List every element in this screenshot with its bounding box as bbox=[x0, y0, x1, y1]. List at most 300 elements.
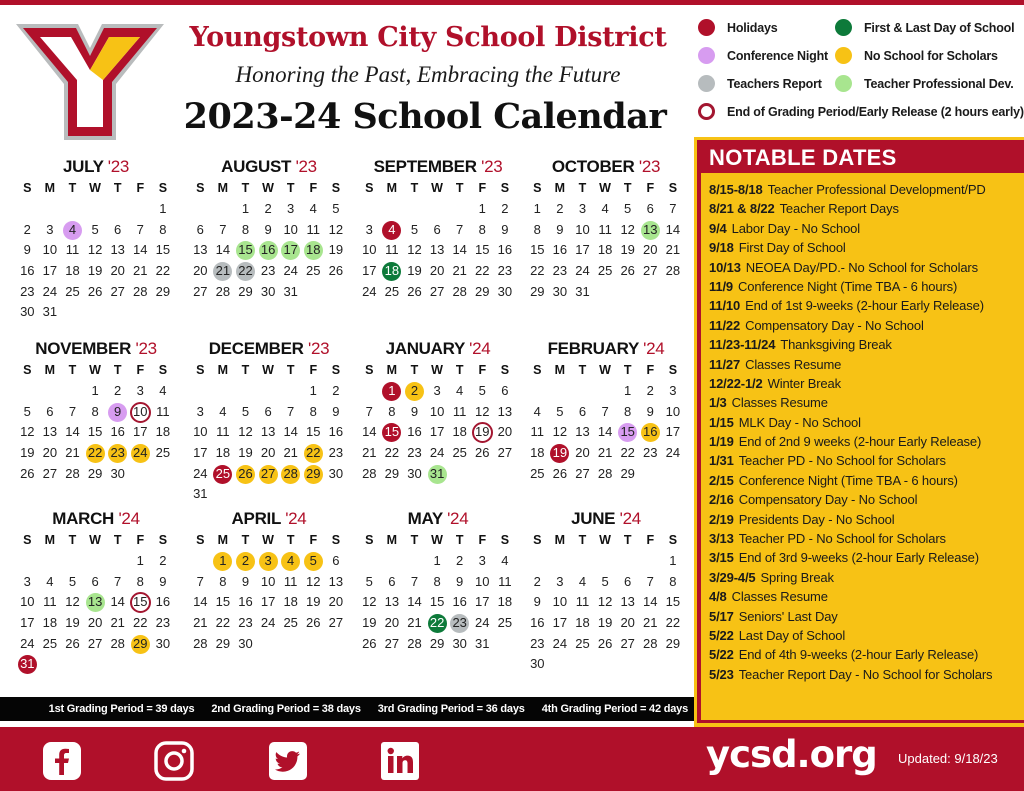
month-year: '24 bbox=[447, 509, 469, 528]
calendar-day bbox=[358, 422, 381, 443]
day-number: 21 bbox=[133, 263, 148, 279]
day-number: 16 bbox=[260, 242, 276, 258]
weekday-label: F bbox=[309, 363, 318, 377]
day-number: 5 bbox=[556, 403, 564, 419]
day-number: 11 bbox=[216, 424, 230, 440]
day-number: 20 bbox=[643, 242, 658, 258]
calendar-day bbox=[594, 464, 617, 485]
calendar-day bbox=[234, 572, 257, 593]
day-number: 14 bbox=[597, 424, 613, 440]
weekday-label: S bbox=[500, 533, 510, 547]
day-number: 18 bbox=[384, 263, 400, 279]
day-number: 16 bbox=[238, 594, 253, 610]
day-number: 11 bbox=[283, 573, 298, 589]
calendar-day bbox=[571, 443, 594, 464]
day-number: 2 bbox=[332, 383, 340, 398]
days-grid bbox=[526, 551, 686, 675]
day-number: 4 bbox=[501, 553, 509, 568]
notable-date-item bbox=[709, 665, 1024, 684]
calendar-day bbox=[152, 634, 175, 655]
calendar-day bbox=[471, 402, 494, 423]
calendar-day bbox=[234, 282, 257, 303]
month-name: NOVEMBER bbox=[35, 339, 132, 358]
day-number: 30 bbox=[497, 283, 513, 299]
day-number: 13 bbox=[42, 424, 58, 440]
day-number: 27 bbox=[87, 635, 103, 651]
day-number: 19 bbox=[87, 263, 103, 279]
month-year: '24 bbox=[285, 509, 307, 528]
empty-day bbox=[234, 381, 257, 402]
day-number: 4 bbox=[456, 383, 464, 398]
day-number: 15 bbox=[155, 242, 171, 258]
calendar-day bbox=[448, 592, 471, 613]
weekday-header-row bbox=[526, 530, 686, 551]
calendar-day bbox=[616, 381, 639, 402]
weekday-label: S bbox=[196, 533, 205, 547]
calendar-day bbox=[257, 220, 280, 241]
notable-date: 1/3 bbox=[709, 395, 727, 411]
grading-period-1: 1st Grading Period = 39 days bbox=[48, 703, 195, 715]
calendar-day bbox=[571, 422, 594, 443]
calendar-day bbox=[61, 613, 84, 634]
calendar-day bbox=[662, 199, 685, 220]
day-number: 9 bbox=[501, 221, 509, 237]
day-number: 22 bbox=[133, 615, 148, 631]
day-number: 5 bbox=[309, 553, 317, 568]
grading-period-2: 2nd Grading Period = 38 days bbox=[211, 703, 361, 715]
weekday-label: S bbox=[365, 181, 374, 195]
weekday-header-row bbox=[189, 360, 349, 381]
day-number: 7 bbox=[136, 221, 144, 237]
calendar-day bbox=[61, 261, 84, 282]
day-number: 14 bbox=[110, 594, 125, 610]
day-number: 17 bbox=[475, 594, 490, 610]
notable-date: 8/21 & 8/22 bbox=[709, 201, 775, 217]
day-number: 18 bbox=[215, 445, 231, 461]
calendar-day bbox=[526, 220, 549, 241]
notable-date-item bbox=[709, 316, 1024, 335]
day-number: 14 bbox=[665, 221, 681, 237]
top-accent-bar bbox=[0, 0, 1024, 5]
day-number: 12 bbox=[87, 242, 103, 258]
weekday-label: M bbox=[554, 363, 566, 377]
notable-description: Teacher Professional Development/PD bbox=[767, 182, 986, 197]
calendar-day bbox=[381, 464, 404, 485]
day-number: 14 bbox=[283, 424, 298, 440]
day-number: 12 bbox=[306, 573, 321, 589]
day-number: 18 bbox=[42, 615, 58, 631]
weekday-label: M bbox=[44, 363, 56, 377]
calendar-day bbox=[494, 572, 517, 593]
weekday-label: T bbox=[410, 363, 419, 377]
calendar-day bbox=[84, 261, 107, 282]
weekday-label: M bbox=[44, 533, 56, 547]
calendar-day bbox=[381, 634, 404, 655]
day-number: 5 bbox=[332, 201, 340, 216]
legend-item-no-school bbox=[835, 47, 998, 64]
weekday-header-row bbox=[16, 360, 176, 381]
calendar-day bbox=[39, 592, 62, 613]
day-number: 21 bbox=[65, 445, 80, 461]
notable-date: 3/13 bbox=[709, 531, 734, 547]
legend bbox=[694, 14, 1024, 126]
calendar-day bbox=[61, 464, 84, 485]
notable-date: 2/16 bbox=[709, 492, 734, 508]
calendar-day bbox=[189, 402, 212, 423]
calendar-day bbox=[302, 261, 325, 282]
calendar-day bbox=[448, 402, 471, 423]
calendar-day bbox=[358, 592, 381, 613]
weekday-label: W bbox=[262, 533, 274, 547]
calendar-day bbox=[129, 422, 152, 443]
weekday-label: S bbox=[668, 533, 678, 547]
calendar-day bbox=[279, 572, 302, 593]
day-number: 18 bbox=[155, 424, 171, 440]
calendar-day bbox=[448, 261, 471, 282]
day-number: 24 bbox=[260, 615, 276, 631]
empty-day bbox=[16, 551, 39, 572]
calendar-day bbox=[526, 282, 549, 303]
calendar-day bbox=[39, 302, 62, 323]
calendar-day bbox=[61, 592, 84, 613]
calendar-day bbox=[571, 634, 594, 655]
twitter-icon[interactable] bbox=[268, 741, 308, 781]
calendar-day bbox=[616, 240, 639, 261]
legend-label: Holidays bbox=[727, 20, 778, 35]
empty-day bbox=[403, 551, 426, 572]
day-number: 27 bbox=[110, 283, 125, 299]
calendar-day bbox=[16, 654, 39, 675]
days-grid bbox=[189, 551, 349, 654]
day-number: 10 bbox=[552, 594, 568, 610]
day-number: 2 bbox=[159, 553, 167, 568]
day-number: 16 bbox=[497, 242, 513, 258]
notable-date-item bbox=[709, 587, 1024, 606]
calendar-day bbox=[16, 282, 39, 303]
weekday-label: W bbox=[431, 533, 443, 547]
calendar-day bbox=[549, 402, 572, 423]
day-number: 24 bbox=[193, 465, 208, 481]
day-number: 24 bbox=[429, 445, 445, 461]
day-number: 12 bbox=[620, 221, 635, 237]
day-number: 23 bbox=[643, 445, 658, 461]
weekday-label: F bbox=[478, 181, 487, 195]
day-number: 5 bbox=[478, 383, 486, 398]
notable-date: 5/17 bbox=[709, 608, 734, 624]
calendar-day bbox=[662, 592, 685, 613]
notable-dates-frame bbox=[697, 140, 1024, 723]
day-number: 25 bbox=[575, 635, 590, 651]
empty-day bbox=[594, 551, 617, 572]
calendar-day bbox=[662, 240, 685, 261]
calendar-day bbox=[189, 464, 212, 485]
weekday-label: T bbox=[455, 533, 464, 547]
calendar-day bbox=[189, 484, 212, 505]
weekday-label: S bbox=[23, 533, 32, 547]
weekday-header-row bbox=[358, 530, 518, 551]
calendar-day bbox=[84, 592, 107, 613]
notable-date: 11/27 bbox=[709, 356, 741, 372]
calendar-day bbox=[403, 282, 426, 303]
day-number: 25 bbox=[384, 283, 400, 299]
notable-date-item bbox=[709, 277, 1024, 296]
weekday-header-row bbox=[526, 178, 686, 199]
empty-day bbox=[358, 381, 381, 402]
day-number: 18 bbox=[65, 263, 80, 279]
calendar-day bbox=[302, 220, 325, 241]
calendar-day bbox=[549, 634, 572, 655]
day-number: 21 bbox=[665, 242, 681, 258]
teachers-report-dot-icon bbox=[698, 75, 715, 92]
weekday-label: W bbox=[599, 533, 611, 547]
calendar-day bbox=[426, 422, 449, 443]
calendar-day bbox=[279, 240, 302, 261]
calendar-day bbox=[549, 613, 572, 634]
day-number: 1 bbox=[241, 201, 250, 216]
day-number: 25 bbox=[283, 615, 298, 631]
day-number: 10 bbox=[42, 242, 58, 258]
day-number: 3 bbox=[196, 403, 204, 419]
calendar-day bbox=[61, 572, 84, 593]
day-number: 2 bbox=[533, 573, 541, 589]
day-number: 1 bbox=[388, 383, 396, 398]
weekday-header-row bbox=[189, 178, 349, 199]
weekday-label: M bbox=[217, 181, 229, 195]
empty-day bbox=[61, 551, 84, 572]
month-name: JULY bbox=[62, 157, 104, 176]
calendar-day bbox=[471, 443, 494, 464]
day-number: 23 bbox=[238, 615, 253, 631]
notable-date-item bbox=[709, 413, 1024, 432]
weekday-header-row bbox=[16, 530, 176, 551]
month-july bbox=[16, 156, 176, 323]
calendar-day bbox=[212, 220, 235, 241]
calendar-day bbox=[39, 464, 62, 485]
day-number: 9 bbox=[241, 573, 250, 589]
calendar-day bbox=[594, 199, 617, 220]
day-number: 19 bbox=[65, 615, 80, 631]
linkedin-icon[interactable] bbox=[380, 741, 420, 781]
calendar-day bbox=[129, 220, 152, 241]
calendar-day bbox=[571, 220, 594, 241]
notable-date: 5/22 bbox=[709, 647, 734, 663]
day-number: 5 bbox=[601, 573, 609, 589]
calendar-day bbox=[152, 402, 175, 423]
day-number: 21 bbox=[283, 445, 298, 461]
notable-date-item bbox=[709, 548, 1024, 567]
notable-date-item bbox=[709, 374, 1024, 393]
calendar-day bbox=[448, 634, 471, 655]
calendar-day bbox=[358, 240, 381, 261]
day-number: 25 bbox=[42, 635, 58, 651]
day-number: 10 bbox=[283, 221, 298, 237]
calendar-day bbox=[426, 613, 449, 634]
month-title bbox=[358, 156, 518, 178]
day-number: 29 bbox=[665, 635, 681, 651]
month-name: APRIL bbox=[231, 509, 281, 528]
day-number: 18 bbox=[452, 424, 467, 440]
legend-item-grading-end bbox=[698, 103, 1024, 120]
day-number: 26 bbox=[328, 263, 344, 279]
empty-day bbox=[257, 381, 280, 402]
empty-day bbox=[358, 551, 381, 572]
days-grid bbox=[358, 381, 518, 484]
calendar-day bbox=[212, 443, 235, 464]
day-number: 18 bbox=[306, 242, 321, 258]
calendar-day bbox=[526, 613, 549, 634]
calendar-day bbox=[358, 220, 381, 241]
day-number: 12 bbox=[65, 594, 80, 610]
day-number: 9 bbox=[646, 403, 654, 419]
calendar-day bbox=[426, 381, 449, 402]
day-number: 4 bbox=[287, 553, 295, 568]
notable-date: 2/19 bbox=[709, 511, 734, 527]
month-name: SEPTEMBER bbox=[373, 157, 477, 176]
day-number: 16 bbox=[110, 424, 125, 440]
calendar-day bbox=[662, 381, 685, 402]
day-number: 7 bbox=[219, 221, 227, 237]
days-grid bbox=[16, 551, 176, 675]
calendar-day bbox=[106, 402, 129, 423]
day-number: 31 bbox=[283, 283, 298, 299]
day-number: 26 bbox=[407, 283, 422, 299]
legend-label: End of Grading Period/Early Release (2 hours early) bbox=[727, 104, 1024, 119]
calendar-day bbox=[662, 572, 685, 593]
empty-day bbox=[189, 199, 212, 220]
day-number: 19 bbox=[407, 263, 422, 279]
calendar-day bbox=[302, 402, 325, 423]
notable-description: Labor Day - No School bbox=[731, 220, 860, 236]
calendar-day bbox=[152, 422, 175, 443]
calendar-day bbox=[616, 592, 639, 613]
calendar-day bbox=[189, 282, 212, 303]
updated-date: Updated: 9/18/23 bbox=[898, 751, 998, 766]
weekday-label: M bbox=[386, 363, 398, 377]
instagram-icon[interactable] bbox=[154, 741, 194, 781]
month-may bbox=[358, 508, 518, 654]
calendar-day bbox=[403, 422, 426, 443]
weekday-label: W bbox=[89, 181, 101, 195]
month-name: JUNE bbox=[571, 509, 616, 528]
month-name: DECEMBER bbox=[208, 339, 304, 358]
day-number: 1 bbox=[136, 553, 144, 568]
calendar-day bbox=[494, 551, 517, 572]
calendar-day bbox=[426, 261, 449, 282]
calendar-day bbox=[106, 464, 129, 485]
day-number: 26 bbox=[20, 465, 35, 481]
day-number: 20 bbox=[87, 615, 103, 631]
notable-description: Classes Resume bbox=[731, 395, 828, 411]
days-grid bbox=[189, 381, 349, 505]
day-number: 26 bbox=[238, 465, 253, 481]
empty-day bbox=[526, 551, 549, 572]
calendar-day bbox=[639, 592, 662, 613]
notable-description: Classes Resume bbox=[731, 589, 828, 605]
day-number: 13 bbox=[193, 242, 208, 258]
day-number: 5 bbox=[624, 201, 632, 216]
day-number: 19 bbox=[20, 445, 35, 461]
day-number: 28 bbox=[110, 635, 125, 651]
calendar-day bbox=[61, 220, 84, 241]
notable-date-item bbox=[709, 432, 1024, 451]
day-number: 30 bbox=[328, 465, 344, 481]
day-number: 13 bbox=[620, 594, 635, 610]
day-number: 22 bbox=[665, 615, 681, 631]
notable-date-item bbox=[709, 355, 1024, 374]
calendar-day bbox=[662, 422, 685, 443]
calendar-day bbox=[448, 381, 471, 402]
notable-date: 2/15 bbox=[709, 472, 734, 488]
day-number: 30 bbox=[20, 304, 35, 320]
notable-date: 1/31 bbox=[709, 453, 734, 469]
empty-day bbox=[16, 381, 39, 402]
calendar-day bbox=[426, 240, 449, 261]
day-number: 13 bbox=[260, 424, 276, 440]
day-number: 15 bbox=[306, 424, 321, 440]
month-title bbox=[358, 338, 518, 360]
notable-date: 11/10 bbox=[709, 298, 741, 314]
day-number: 17 bbox=[133, 424, 148, 440]
calendar-day bbox=[152, 613, 175, 634]
weekday-label: T bbox=[410, 533, 419, 547]
day-number: 16 bbox=[407, 424, 422, 440]
weekday-label: T bbox=[455, 363, 464, 377]
day-number: 13 bbox=[384, 594, 400, 610]
day-number: 15 bbox=[133, 594, 148, 610]
calendar-day bbox=[381, 261, 404, 282]
legend-label: First & Last Day of School bbox=[864, 20, 1015, 35]
website-link[interactable]: ycsd.org bbox=[706, 733, 877, 776]
calendar-day bbox=[594, 220, 617, 241]
calendar-day bbox=[152, 551, 175, 572]
calendar-day bbox=[494, 240, 517, 261]
notable-description: Seniors' Last Day bbox=[738, 608, 838, 624]
calendar-day bbox=[381, 592, 404, 613]
calendar-day bbox=[106, 381, 129, 402]
empty-day bbox=[381, 199, 404, 220]
weekday-header-row bbox=[358, 360, 518, 381]
calendar-day bbox=[571, 592, 594, 613]
calendar-day bbox=[494, 443, 517, 464]
day-number: 23 bbox=[20, 283, 35, 299]
legend-label: Conference Night bbox=[727, 48, 828, 63]
calendar-day bbox=[84, 422, 107, 443]
day-number: 2 bbox=[114, 383, 122, 398]
day-number: 11 bbox=[498, 573, 512, 589]
calendar-day bbox=[16, 464, 39, 485]
day-number: 25 bbox=[452, 445, 467, 461]
day-number: 7 bbox=[68, 403, 77, 419]
day-number: 13 bbox=[87, 594, 103, 610]
weekday-label: F bbox=[136, 533, 145, 547]
day-number: 14 bbox=[215, 242, 231, 258]
calendar-day bbox=[358, 572, 381, 593]
day-number: 16 bbox=[155, 594, 171, 610]
notable-description: End of 1st 9-weeks (2-hour Early Release) bbox=[745, 298, 984, 314]
facebook-icon[interactable] bbox=[42, 741, 82, 781]
legend-item-conference bbox=[698, 47, 828, 64]
weekday-label: W bbox=[89, 363, 101, 377]
weekday-label: T bbox=[241, 181, 250, 195]
day-number: 1 bbox=[219, 553, 227, 568]
notable-date-item bbox=[709, 199, 1024, 218]
calendar-day bbox=[106, 422, 129, 443]
day-number: 23 bbox=[260, 263, 276, 279]
month-year: '23 bbox=[308, 339, 330, 358]
day-number: 28 bbox=[215, 283, 231, 299]
calendar-day bbox=[84, 381, 107, 402]
calendar-day bbox=[494, 220, 517, 241]
